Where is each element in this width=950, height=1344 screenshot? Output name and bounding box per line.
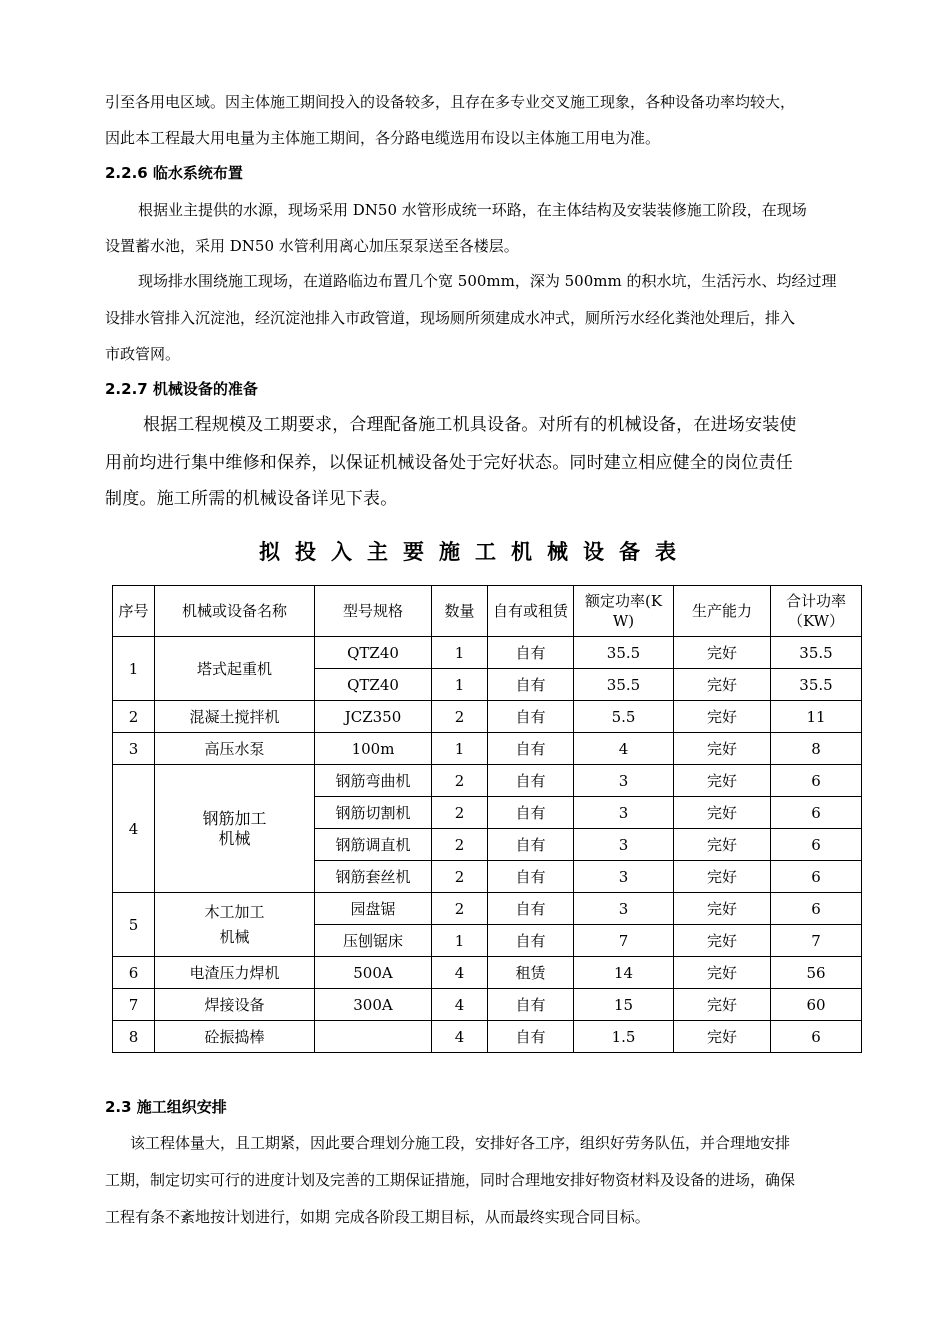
- cell-no: 6: [113, 957, 155, 989]
- cell-name: 电渣压力焊机: [155, 957, 315, 989]
- paragraph-line: 工程有条不紊地按计划进行，如期 完成各阶段工期目标，从而最终实现合同目标。: [105, 1208, 650, 1226]
- cell-model: 钢筋套丝机: [315, 861, 432, 893]
- cell-power: 3: [574, 765, 674, 797]
- cell-own: 自有: [488, 989, 574, 1021]
- cell-qty: 4: [432, 989, 488, 1021]
- cell-power: 7: [574, 925, 674, 957]
- header-no: 序号: [113, 586, 155, 637]
- cell-own: 自有: [488, 701, 574, 733]
- cell-total: 8: [771, 733, 862, 765]
- section-heading-2-3: 2.3 施工组织安排: [105, 1098, 227, 1116]
- cell-no: 5: [113, 893, 155, 957]
- header-power: 额定功率(KW): [574, 586, 674, 637]
- cell-capacity: 完好: [674, 893, 771, 925]
- cell-name: 钢筋加工 机械: [155, 765, 315, 893]
- cell-qty: 1: [432, 669, 488, 701]
- cell-model: JCZ350: [315, 701, 432, 733]
- cell-total: 7: [771, 925, 862, 957]
- cell-total: 35.5: [771, 637, 862, 669]
- cell-capacity: 完好: [674, 829, 771, 861]
- cell-capacity: 完好: [674, 861, 771, 893]
- cell-own: 租赁: [488, 957, 574, 989]
- cell-capacity: 完好: [674, 925, 771, 957]
- cell-model: 钢筋调直机: [315, 829, 432, 861]
- cell-no: 8: [113, 1021, 155, 1053]
- cell-capacity: 完好: [674, 701, 771, 733]
- header-model: 型号规格: [315, 586, 432, 637]
- cell-power: 35.5: [574, 669, 674, 701]
- paragraph-line: 市政管网。: [105, 345, 181, 363]
- cell-total: 6: [771, 765, 862, 797]
- table-title: 拟投入主要施工机械设备表: [259, 540, 691, 564]
- cell-qty: 2: [432, 829, 488, 861]
- table-row: [113, 989, 862, 1021]
- paragraph-line: 工期，制定切实可行的进度计划及完善的工期保证措施，同时合理地安排好物资材料及设备的进场，确保: [105, 1171, 796, 1189]
- paragraph-line: 引至各用电区域。因主体施工期间投入的设备较多，且存在多专业交叉施工现象，各种设备功率均较大，: [105, 93, 796, 111]
- cell-own: 自有: [488, 765, 574, 797]
- cell-model: 园盘锯: [315, 893, 432, 925]
- cell-power: 3: [574, 861, 674, 893]
- cell-name: 砼振捣棒: [155, 1021, 315, 1053]
- header-capacity: 生产能力: [674, 586, 771, 637]
- cell-capacity: 完好: [674, 765, 771, 797]
- table-row: [113, 893, 862, 925]
- cell-power: 5.5: [574, 701, 674, 733]
- cell-capacity: 完好: [674, 669, 771, 701]
- cell-total: 6: [771, 1021, 862, 1053]
- cell-power: 35.5: [574, 637, 674, 669]
- cell-capacity: 完好: [674, 797, 771, 829]
- cell-qty: 2: [432, 893, 488, 925]
- cell-power: 15: [574, 989, 674, 1021]
- table-header-row: [113, 586, 862, 637]
- cell-name: 木工加工 机械: [155, 893, 315, 957]
- paragraph-line: 因此本工程最大用电量为主体施工期间，各分路电缆选用布设以主体施工用电为准。: [105, 129, 661, 147]
- paragraph-line: 该工程体量大，且工期紧，因此要合理划分施工段，安排好各工序，组织好劳务队伍，并合理地安排: [130, 1134, 791, 1152]
- cell-total: 60: [771, 989, 862, 1021]
- cell-total: 6: [771, 861, 862, 893]
- paragraph-line: 根据工程规模及工期要求，合理配备施工机具设备。对所有的机械设备，在进场安装使: [143, 415, 797, 435]
- cell-own: 自有: [488, 829, 574, 861]
- header-own: 自有或租赁: [488, 586, 574, 637]
- cell-capacity: 完好: [674, 637, 771, 669]
- cell-total: 6: [771, 797, 862, 829]
- table-row: [113, 957, 862, 989]
- cell-qty: 2: [432, 765, 488, 797]
- table-row: [113, 733, 862, 765]
- paragraph-line: 现场排水围绕施工现场，在道路临边布置几个宽 500mm，深为 500mm 的积水坑，生活污水、均经过理: [138, 272, 837, 290]
- cell-name: 塔式起重机: [155, 637, 315, 701]
- equipment-table: [112, 585, 862, 1053]
- cell-no: 4: [113, 765, 155, 893]
- cell-name: 焊接设备: [155, 989, 315, 1021]
- cell-total: 6: [771, 893, 862, 925]
- cell-own: 自有: [488, 797, 574, 829]
- cell-model: [315, 1021, 432, 1053]
- cell-qty: 2: [432, 797, 488, 829]
- cell-model: 钢筋弯曲机: [315, 765, 432, 797]
- cell-capacity: 完好: [674, 989, 771, 1021]
- cell-power: 1.5: [574, 1021, 674, 1053]
- cell-qty: 4: [432, 1021, 488, 1053]
- paragraph-line: 设排水管排入沉淀池，经沉淀池排入市政管道，现场厕所须建成水冲式，厕所污水经化粪池处理后，排入: [105, 309, 796, 327]
- cell-capacity: 完好: [674, 957, 771, 989]
- cell-qty: 1: [432, 733, 488, 765]
- cell-model: QTZ40: [315, 637, 432, 669]
- cell-no: 1: [113, 637, 155, 701]
- cell-qty: 2: [432, 861, 488, 893]
- cell-no: 2: [113, 701, 155, 733]
- header-total: 合计功率（KW）: [771, 586, 862, 637]
- cell-own: 自有: [488, 925, 574, 957]
- cell-power: 3: [574, 893, 674, 925]
- paragraph-line: 设置蓄水池，采用 DN50 水管利用离心加压泵泵送至各楼层。: [105, 237, 519, 255]
- cell-no: 3: [113, 733, 155, 765]
- cell-total: 56: [771, 957, 862, 989]
- cell-total: 35.5: [771, 669, 862, 701]
- cell-capacity: 完好: [674, 1021, 771, 1053]
- cell-model: QTZ40: [315, 669, 432, 701]
- cell-total: 11: [771, 701, 862, 733]
- cell-model: 100m: [315, 733, 432, 765]
- table-row: [113, 765, 862, 797]
- paragraph-line: 制度。施工所需的机械设备详见下表。: [105, 489, 398, 509]
- cell-own: 自有: [488, 669, 574, 701]
- cell-total: 6: [771, 829, 862, 861]
- cell-qty: 2: [432, 701, 488, 733]
- cell-name: 高压水泵: [155, 733, 315, 765]
- cell-no: 7: [113, 989, 155, 1021]
- cell-model: 压刨锯床: [315, 925, 432, 957]
- cell-power: 4: [574, 733, 674, 765]
- header-qty: 数量: [432, 586, 488, 637]
- cell-own: 自有: [488, 1021, 574, 1053]
- cell-qty: 4: [432, 957, 488, 989]
- cell-power: 3: [574, 797, 674, 829]
- cell-name: 混凝土搅拌机: [155, 701, 315, 733]
- section-heading-2-2-6: 2.2.6 临水系统布置: [105, 164, 243, 182]
- paragraph-line: 用前均进行集中维修和保养，以保证机械设备处于完好状态。同时建立相应健全的岗位责任: [105, 453, 793, 473]
- cell-model: 500A: [315, 957, 432, 989]
- cell-power: 14: [574, 957, 674, 989]
- cell-capacity: 完好: [674, 733, 771, 765]
- cell-qty: 1: [432, 925, 488, 957]
- cell-own: 自有: [488, 893, 574, 925]
- cell-model: 钢筋切割机: [315, 797, 432, 829]
- cell-qty: 1: [432, 637, 488, 669]
- cell-own: 自有: [488, 861, 574, 893]
- table-row: [113, 1021, 862, 1053]
- paragraph-line: 根据业主提供的水源，现场采用 DN50 水管形成统一环路，在主体结构及安装装修施工阶段，在现场: [138, 201, 807, 219]
- cell-own: 自有: [488, 733, 574, 765]
- table-row: [113, 637, 862, 669]
- cell-model: 300A: [315, 989, 432, 1021]
- table-row: [113, 701, 862, 733]
- cell-power: 3: [574, 829, 674, 861]
- cell-own: 自有: [488, 637, 574, 669]
- section-heading-2-2-7: 2.2.7 机械设备的准备: [105, 380, 258, 398]
- header-name: 机械或设备名称: [155, 586, 315, 637]
